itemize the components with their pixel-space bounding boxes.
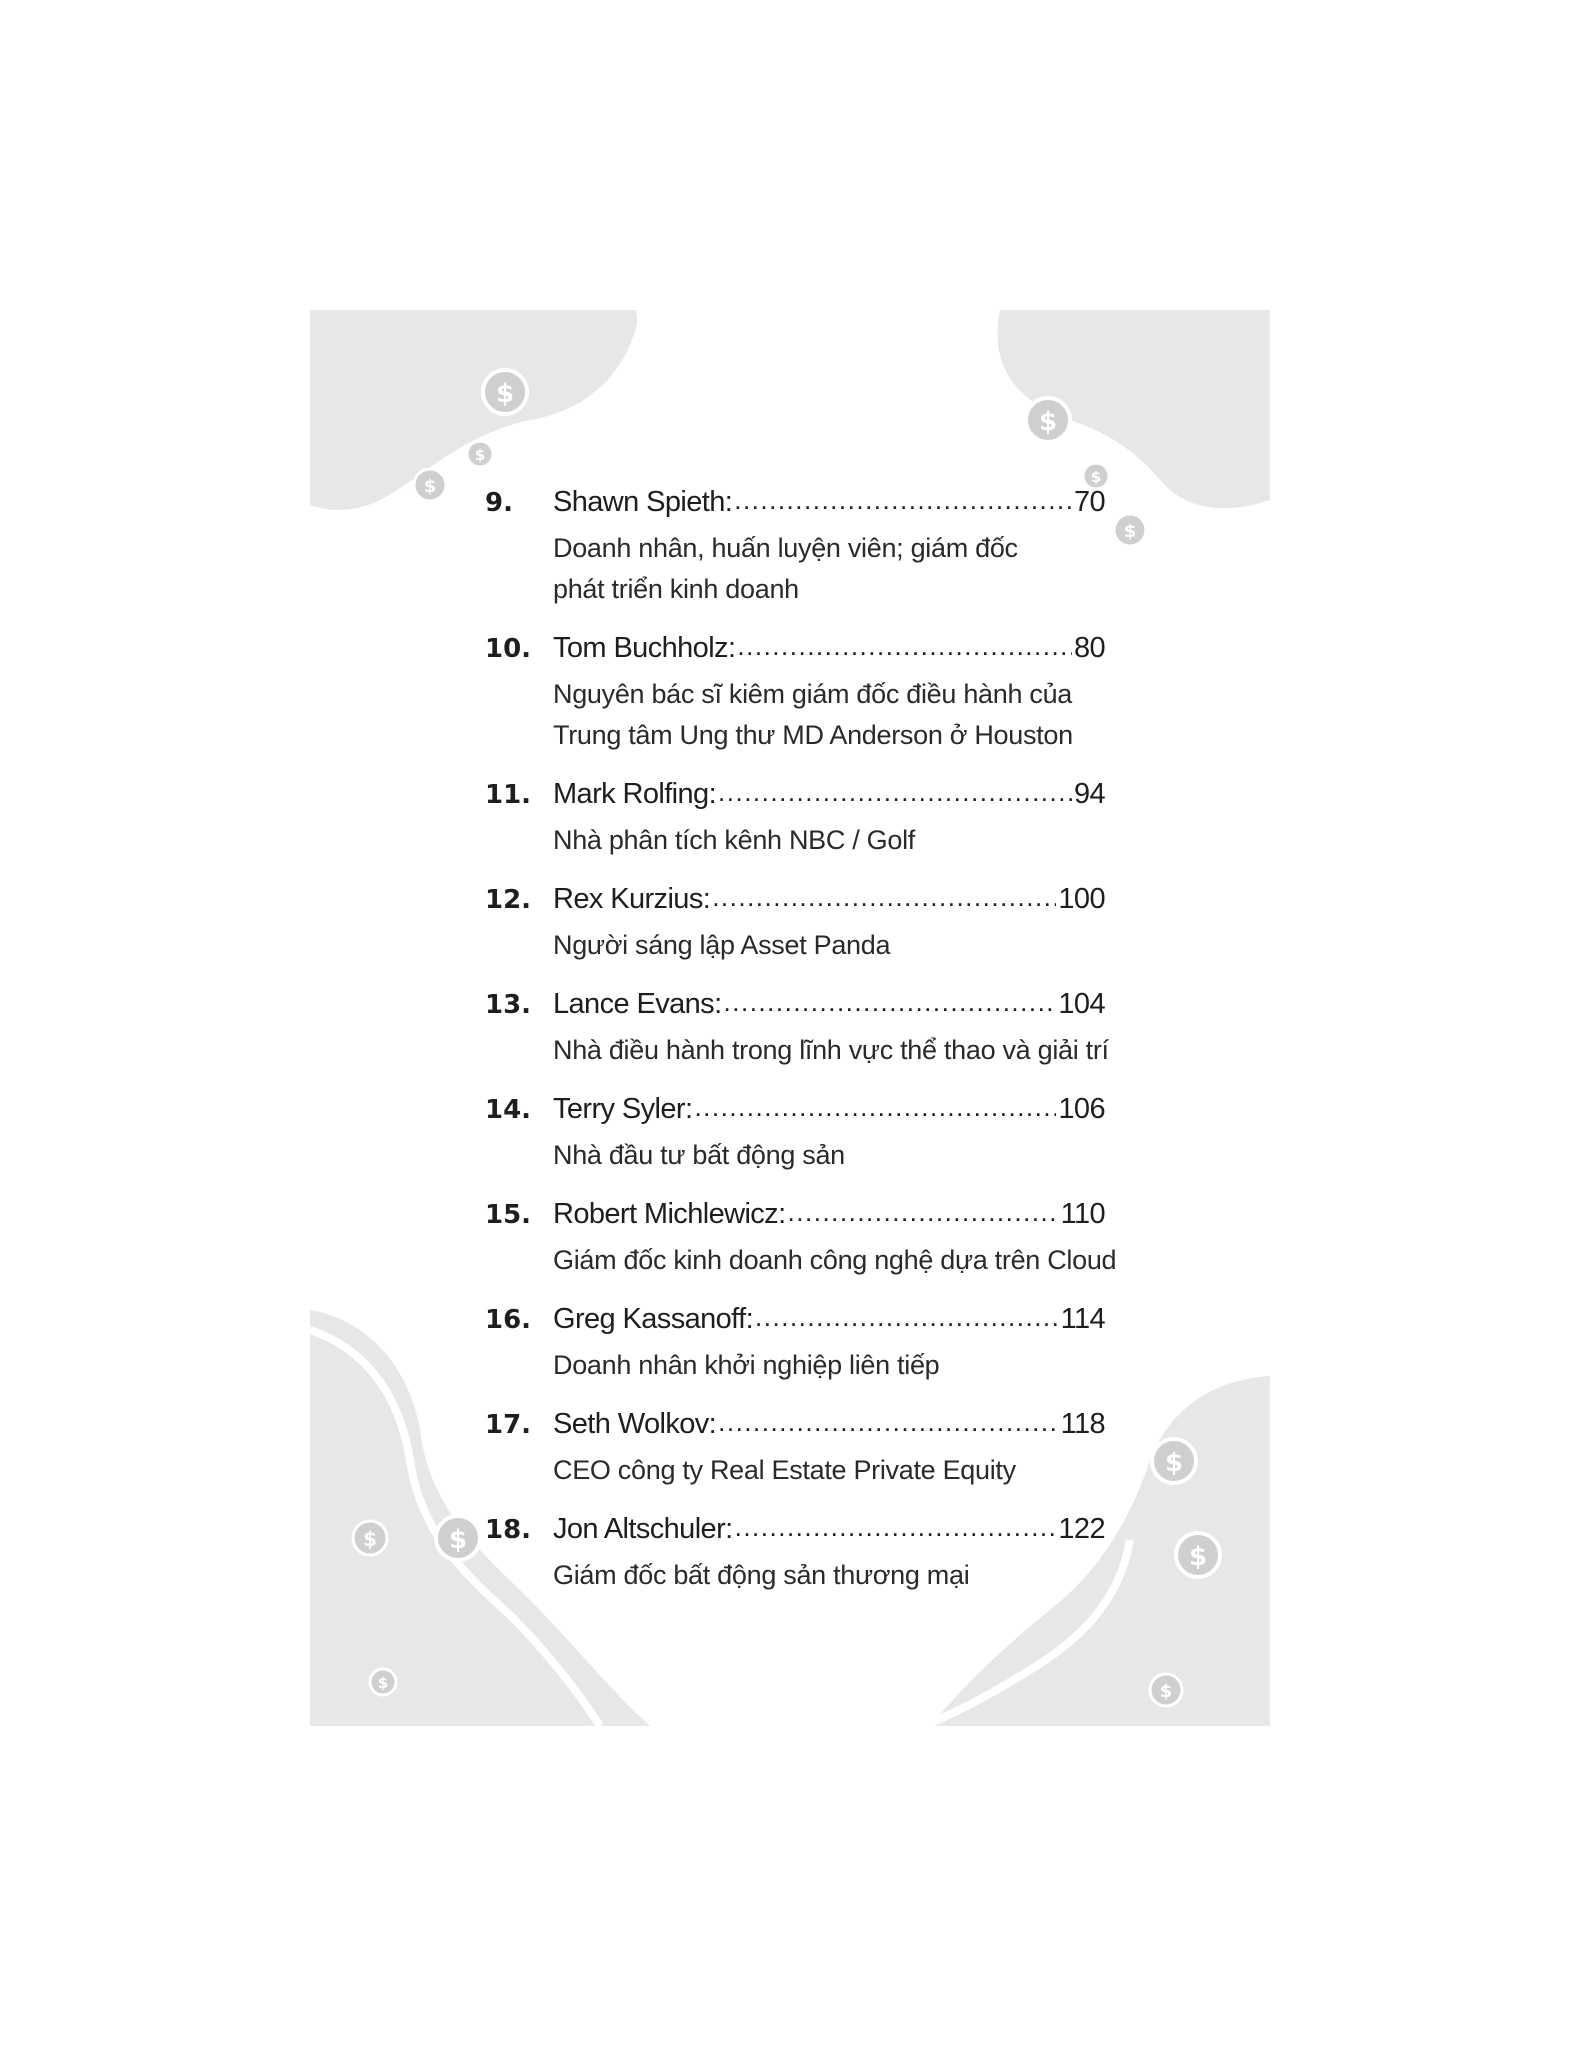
entry-name: Jon Altschuler: bbox=[553, 1513, 733, 1545]
entry-name: Seth Wolkov: bbox=[553, 1408, 717, 1440]
entry-description: Doanh nhân khởi nghiệp liên tiếp bbox=[553, 1350, 940, 1380]
entry-number: 16. bbox=[485, 1305, 532, 1335]
svg-text:$: $ bbox=[377, 1674, 389, 1692]
dollar-coin-icon bbox=[1152, 1439, 1196, 1483]
dot-leader bbox=[788, 1197, 1059, 1228]
entry-number: 13. bbox=[485, 990, 532, 1020]
dollar-coin-icon bbox=[1026, 398, 1070, 442]
entry-number: 10. bbox=[485, 634, 532, 664]
entry-description: Nhà điều hành trong lĩnh vực thể thao và giải trí bbox=[553, 1035, 1109, 1065]
entry-page-number: 122 bbox=[1058, 1513, 1105, 1545]
entry-page-number: 80 bbox=[1073, 632, 1105, 664]
toc-entry[interactable] bbox=[485, 486, 1105, 610]
entry-page-number: 110 bbox=[1060, 1198, 1105, 1230]
entry-number: 15. bbox=[485, 1200, 532, 1230]
entry-description: Giám đốc bất động sản thương mại bbox=[553, 1560, 970, 1590]
svg-text:$: $ bbox=[1164, 1448, 1184, 1478]
entry-name: Greg Kassanoff: bbox=[553, 1303, 754, 1335]
svg-text:$: $ bbox=[1090, 468, 1102, 486]
entry-description: Giám đốc kinh doanh công nghệ dựa trên Cloud bbox=[553, 1245, 1117, 1275]
dot-leader bbox=[737, 631, 1072, 662]
dot-leader bbox=[718, 1407, 1058, 1438]
toc-entry[interactable] bbox=[485, 1408, 1105, 1491]
entry-page-number: 70 bbox=[1073, 486, 1105, 518]
svg-text:$: $ bbox=[423, 476, 437, 497]
entry-name: Rex Kurzius: bbox=[553, 883, 711, 915]
entry-description: Người sáng lập Asset Panda bbox=[553, 930, 891, 960]
svg-text:$: $ bbox=[1188, 1542, 1208, 1572]
entry-number: 17. bbox=[485, 1410, 532, 1440]
toc-entry[interactable] bbox=[485, 1198, 1117, 1281]
entry-page-number: 100 bbox=[1058, 883, 1105, 915]
dollar-coin-icon bbox=[414, 469, 446, 501]
entry-page-number: 94 bbox=[1073, 778, 1105, 810]
svg-text:$: $ bbox=[495, 379, 515, 409]
toc-entry[interactable] bbox=[485, 778, 1105, 861]
dollar-coin-icon bbox=[436, 1516, 480, 1560]
toc-entry[interactable] bbox=[485, 883, 1105, 966]
toc-entry[interactable] bbox=[485, 1513, 1105, 1596]
svg-text:$: $ bbox=[1038, 407, 1058, 437]
entry-name: Lance Evans: bbox=[553, 988, 722, 1020]
dot-leader bbox=[694, 1092, 1056, 1123]
dollar-coin-icon bbox=[1114, 514, 1146, 546]
dot-leader bbox=[734, 485, 1072, 516]
entry-page-number: 114 bbox=[1060, 1303, 1105, 1335]
toc-entry[interactable] bbox=[485, 1093, 1105, 1176]
dollar-coin-icon bbox=[370, 1669, 396, 1695]
entry-description: Nhà đầu tư bất động sản bbox=[553, 1140, 845, 1170]
entry-description: Doanh nhân, huấn luyện viên; giám đốc phát triển kinh doanh bbox=[553, 533, 1018, 604]
dollar-coin-icon bbox=[353, 1521, 387, 1555]
entry-name: Shawn Spieth: bbox=[553, 486, 733, 518]
dot-leader bbox=[712, 882, 1056, 913]
dot-leader bbox=[735, 1512, 1057, 1543]
svg-text:$: $ bbox=[1123, 521, 1137, 542]
entry-page-number: 118 bbox=[1060, 1408, 1105, 1440]
dollar-coin-icon bbox=[1176, 1533, 1220, 1577]
entry-description: CEO công ty Real Estate Private Equity bbox=[553, 1455, 1016, 1485]
svg-text:$: $ bbox=[1159, 1681, 1173, 1702]
entry-number: 11. bbox=[485, 780, 532, 810]
entry-name: Robert Michlewicz: bbox=[553, 1198, 786, 1230]
svg-text:$: $ bbox=[474, 446, 486, 464]
svg-text:$: $ bbox=[363, 1527, 377, 1551]
entry-page-number: 106 bbox=[1058, 1093, 1105, 1125]
dot-leader bbox=[724, 987, 1057, 1018]
entry-description: Nguyên bác sĩ kiêm giám đốc điều hành của Trung tâm Ung thư MD Anderson ở Houston bbox=[553, 679, 1073, 750]
dollar-coin-icon bbox=[467, 441, 493, 467]
entry-number: 14. bbox=[485, 1095, 532, 1125]
entry-number: 9. bbox=[485, 488, 513, 518]
entry-name: Tom Buchholz: bbox=[553, 632, 736, 664]
entry-description: Nhà phân tích kênh NBC / Golf bbox=[553, 825, 915, 855]
entry-number: 12. bbox=[485, 885, 532, 915]
toc-entry[interactable] bbox=[485, 988, 1109, 1071]
entry-name: Mark Rolfing: bbox=[553, 778, 717, 810]
dollar-coin-icon bbox=[483, 370, 527, 414]
dot-leader bbox=[718, 777, 1072, 808]
entry-page-number: 104 bbox=[1058, 988, 1105, 1020]
toc-entry[interactable] bbox=[485, 632, 1105, 756]
table-of-contents bbox=[485, 486, 1117, 1618]
entry-number: 18. bbox=[485, 1515, 532, 1545]
entry-name: Terry Syler: bbox=[553, 1093, 693, 1125]
dollar-coin-icon bbox=[1150, 1674, 1182, 1706]
svg-text:$: $ bbox=[448, 1525, 468, 1555]
toc-entry[interactable] bbox=[485, 1303, 1105, 1386]
dot-leader bbox=[755, 1302, 1059, 1333]
